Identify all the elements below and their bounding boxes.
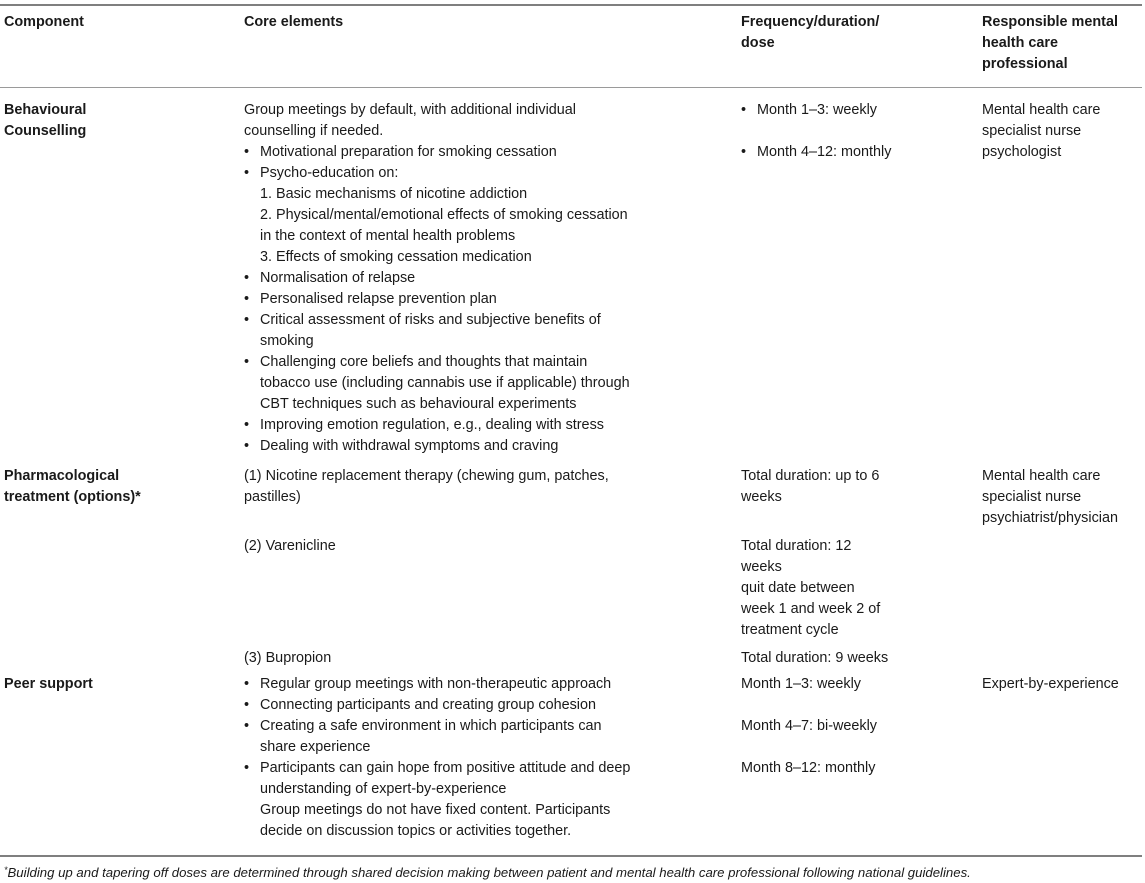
responsible-line: specialist nurse (982, 123, 1082, 139)
numbered-item-cont: in the context of mental health problems (260, 228, 516, 244)
numbered-item: 2. Physical/mental/emotional effects of smoking cessation (260, 207, 628, 223)
row-pharma-frequency-1: Total duration: up to 6 weeks (741, 468, 880, 505)
list-item: • Improving emotion regulation, e.g., dealing with stress (260, 415, 724, 436)
component-line-2: Counselling (4, 123, 87, 139)
list-item: • Dealing with withdrawal symptoms and craving (260, 436, 724, 457)
list-item: • Creating a safe environment in which participants can share experience (260, 716, 730, 758)
list-item: • Month 1–3: weekly (757, 100, 891, 121)
row-peer-frequency: Month 1–3: weekly Month 4–7: bi-weekly Month 8–12: monthly (741, 676, 877, 776)
responsible-line: Mental health care (982, 102, 1101, 118)
row-pharma-frequency-3: Total duration: 9 weeks (741, 650, 889, 666)
header-frequency-line-2: dose (741, 35, 775, 51)
row-peer-component: Peer support (4, 676, 93, 692)
table-footnote: *Building up and tapering off doses are determined through shared decision making between patient and mental health care professional following national guidelines. (4, 865, 971, 880)
responsible-line: specialist nurse (982, 489, 1082, 505)
list-item: • Critical assessment of risks and subjective benefits of smoking (260, 310, 724, 352)
peer-note-line-1: Group meetings do not have fixed content. Participants (260, 802, 611, 818)
row-pharma-responsible (982, 466, 1118, 529)
row-behavioural-responsible (982, 100, 1100, 163)
table-top-rule (0, 4, 1142, 6)
row-pharma-option-3: (3) Bupropion (244, 650, 332, 666)
numbered-item: 3. Effects of smoking cessation medication (260, 249, 532, 265)
list-item: • Regular group meetings with non-therapeutic approach (260, 674, 730, 695)
header-component: Component (4, 14, 84, 30)
responsible-line: Mental health care (982, 468, 1101, 484)
list-item: • Connecting participants and creating group cohesion (260, 695, 730, 716)
list-item: • Normalisation of relapse (260, 268, 724, 289)
row-peer-responsible: Expert-by-experience (982, 676, 1119, 692)
core-intro-line-2: counselling if needed. (244, 123, 384, 139)
component-line-1: Behavioural (4, 102, 87, 118)
header-frequency-line-1: Frequency/duration/ (741, 14, 880, 30)
row-pharma-option-1: (1) Nicotine replacement therapy (chewing gum, patches, pastilles) (244, 468, 609, 505)
list-item: • Participants can gain hope from positive attitude and deep understanding of expert-by-experience (260, 758, 730, 800)
table-bottom-rule (0, 855, 1142, 857)
header-frequency (741, 12, 879, 54)
row-behavioural-core (244, 100, 724, 457)
row-pharma-option-2: (2) Varenicline (244, 538, 336, 554)
list-item: • Motivational preparation for smoking cessation (260, 142, 724, 163)
row-pharma-component (4, 466, 141, 508)
header-responsible-line-3: professional (982, 56, 1068, 72)
header-divider-rule (0, 87, 1142, 88)
row-behavioural-component (4, 100, 86, 142)
header-responsible-line-2: health care (982, 35, 1058, 51)
responsible-line: psychologist (982, 144, 1062, 160)
row-behavioural-frequency (757, 100, 891, 163)
component-line-1: Pharmacological (4, 468, 120, 484)
row-pharma-frequency-2: Total duration: 12 weeks quit date between week 1 and week 2 of treatment cycle (741, 538, 881, 638)
list-item: • Challenging core beliefs and thoughts that maintain tobacco use (including cannabis use if applicable) through CBT techniques such as behavioural experiments (260, 352, 724, 415)
numbered-item: 1. Basic mechanisms of nicotine addiction (260, 186, 528, 202)
list-item: • Psycho-education on: (260, 163, 724, 184)
list-item: • Month 4–12: monthly (757, 142, 891, 163)
peer-note-line-2: decide on discussion topics or activities together. (260, 823, 572, 839)
core-intro-line-1: Group meetings by default, with additional individual (244, 102, 576, 118)
row-peer-core (260, 674, 730, 842)
list-item: • Personalised relapse prevention plan (260, 289, 724, 310)
header-core-elements: Core elements (244, 14, 344, 30)
responsible-line: psychiatrist/physician (982, 510, 1118, 526)
header-responsible-line-1: Responsible mental (982, 14, 1118, 30)
header-responsible (982, 12, 1118, 75)
component-line-2: treatment (options)* (4, 489, 141, 505)
